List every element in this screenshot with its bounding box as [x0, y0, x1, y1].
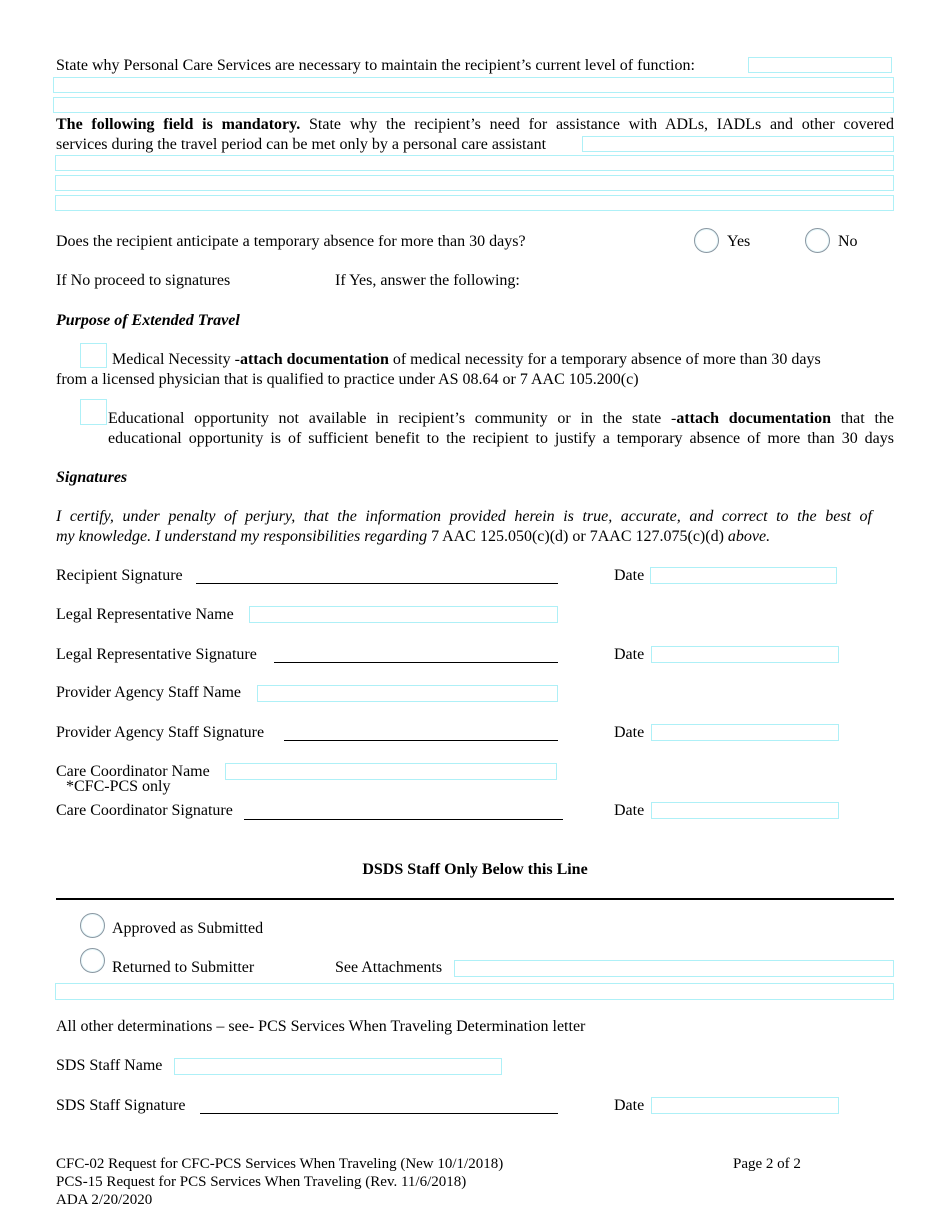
- necessity-question: State why Personal Care Services are necessary to maintain the recipient’s current level of function:: [56, 57, 695, 74]
- provider-staff-signature-label: Provider Agency Staff Signature: [56, 724, 265, 741]
- recipient-date-field[interactable]: [650, 567, 837, 584]
- sds-date-field[interactable]: [651, 1097, 839, 1114]
- footer-line3: ADA 2/20/2020: [56, 1192, 153, 1208]
- if-no-instruction: If No proceed to signatures: [56, 272, 231, 289]
- page-number: Page 2 of 2: [733, 1156, 801, 1172]
- other-determinations: All other determinations – see- PCS Services When Traveling Determination letter: [56, 1018, 586, 1035]
- education-line1: [108, 409, 894, 429]
- mandatory-line2: services during the travel period can be met only by a personal care assistant: [56, 136, 547, 153]
- mandatory-field-line4[interactable]: [55, 195, 894, 211]
- mandatory-field-line1[interactable]: [582, 136, 894, 152]
- medical-necessity-line1: [112, 350, 821, 370]
- sds-staff-name-field[interactable]: [174, 1058, 502, 1075]
- provider-date-label: Date: [614, 724, 645, 741]
- care-coord-name-label: Care Coordinator Name: [56, 763, 210, 780]
- dsds-divider: [56, 898, 894, 900]
- medical-text-a: Medical Necessity -: [112, 351, 240, 368]
- education-text-b: that the: [830, 410, 894, 427]
- necessity-field-line1[interactable]: [748, 57, 892, 73]
- medical-necessity-checkbox[interactable]: [80, 343, 107, 368]
- recipient-date-label: Date: [614, 567, 645, 584]
- care-coord-note: *CFC-PCS only: [66, 778, 171, 795]
- medical-necessity-line2: from a licensed physician that is qualified to practice under AS 08.64 or 7 AAC 105.200(c): [56, 371, 639, 388]
- legal-rep-name-field[interactable]: [249, 606, 558, 623]
- medical-text-b: of medical necessity for a temporary absence of more than 30 days: [388, 351, 821, 368]
- purpose-heading: Purpose of Extended Travel: [56, 312, 240, 329]
- legal-rep-date-label: Date: [614, 646, 645, 663]
- mandatory-line1-rest: State why the recipient’s need for assistance with ADLs, IADLs and other covered: [309, 116, 895, 133]
- footer-line2: PCS-15 Request for PCS Services When Traveling (Rev. 11/6/2018): [56, 1174, 467, 1190]
- recipient-signature-label: Recipient Signature: [56, 567, 183, 584]
- returned-label: Returned to Submitter: [112, 959, 255, 976]
- legal-rep-date-field[interactable]: [651, 646, 839, 663]
- absence-yes-radio[interactable]: [694, 228, 719, 253]
- absence-question: Does the recipient anticipate a temporary absence for more than 30 days?: [56, 233, 526, 250]
- if-yes-instruction: If Yes, answer the following:: [335, 272, 520, 289]
- provider-staff-name-field[interactable]: [257, 685, 558, 702]
- absence-yes-label: Yes: [727, 233, 751, 250]
- mandatory-lead: The following field is mandatory.: [56, 116, 301, 133]
- absence-no-label: No: [838, 233, 858, 250]
- approved-radio[interactable]: [80, 913, 105, 938]
- signatures-heading: Signatures: [56, 469, 128, 486]
- legal-rep-name-label: Legal Representative Name: [56, 606, 234, 623]
- provider-staff-signature-line[interactable]: [284, 740, 558, 741]
- education-bold: attach documentation: [676, 410, 831, 427]
- provider-staff-name-label: Provider Agency Staff Name: [56, 684, 241, 701]
- education-checkbox[interactable]: [80, 399, 107, 425]
- sds-staff-signature-label: SDS Staff Signature: [56, 1097, 186, 1114]
- see-attachments-field-line1[interactable]: [454, 960, 894, 977]
- mandatory-field-line3[interactable]: [55, 175, 894, 191]
- certify-regular: 7 AAC 125.050(c)(d) or 7AAC 127.075(c)(d): [431, 528, 728, 545]
- sds-staff-signature-line[interactable]: [200, 1113, 558, 1114]
- mandatory-field-line2[interactable]: [55, 155, 894, 171]
- care-coord-name-field[interactable]: [225, 763, 557, 780]
- certify-line2: [56, 527, 770, 547]
- education-text-a: Educational opportunity not available in recipient’s community or in the state -: [108, 410, 677, 427]
- necessity-field-line2[interactable]: [53, 77, 894, 93]
- medical-bold: attach documentation: [239, 351, 389, 368]
- necessity-field-line3[interactable]: [53, 97, 894, 113]
- care-coord-date-field[interactable]: [651, 802, 839, 819]
- dsds-heading: DSDS Staff Only Below this Line: [362, 861, 588, 878]
- mandatory-line1: [56, 115, 894, 135]
- certify-end: above.: [727, 528, 771, 545]
- education-line2: educational opportunity is of sufficient benefit to the recipient to justify a temporary absence of more than 30 days: [108, 430, 894, 447]
- certify-line1: I certify, under penalty of perjury, that the information provided herein is true, accurate, and correct to the best of: [56, 508, 872, 525]
- care-coord-signature-line[interactable]: [244, 819, 563, 820]
- see-attachments-field-line2[interactable]: [55, 983, 894, 1000]
- care-coord-signature-label: Care Coordinator Signature: [56, 802, 233, 819]
- certify-italic: my knowledge. I understand my responsibilities regarding: [56, 528, 432, 545]
- absence-no-radio[interactable]: [805, 228, 830, 253]
- care-coord-date-label: Date: [614, 802, 645, 819]
- sds-staff-name-label: SDS Staff Name: [56, 1057, 163, 1074]
- see-attachments-label: See Attachments: [335, 959, 443, 976]
- footer-line1: CFC-02 Request for CFC-PCS Services When Traveling (New 10/1/2018): [56, 1156, 504, 1172]
- recipient-signature-line[interactable]: [196, 583, 558, 584]
- returned-radio[interactable]: [80, 948, 105, 973]
- approved-label: Approved as Submitted: [112, 920, 264, 937]
- provider-date-field[interactable]: [651, 724, 839, 741]
- legal-rep-signature-label: Legal Representative Signature: [56, 646, 257, 663]
- legal-rep-signature-line[interactable]: [274, 662, 558, 663]
- sds-date-label: Date: [614, 1097, 645, 1114]
